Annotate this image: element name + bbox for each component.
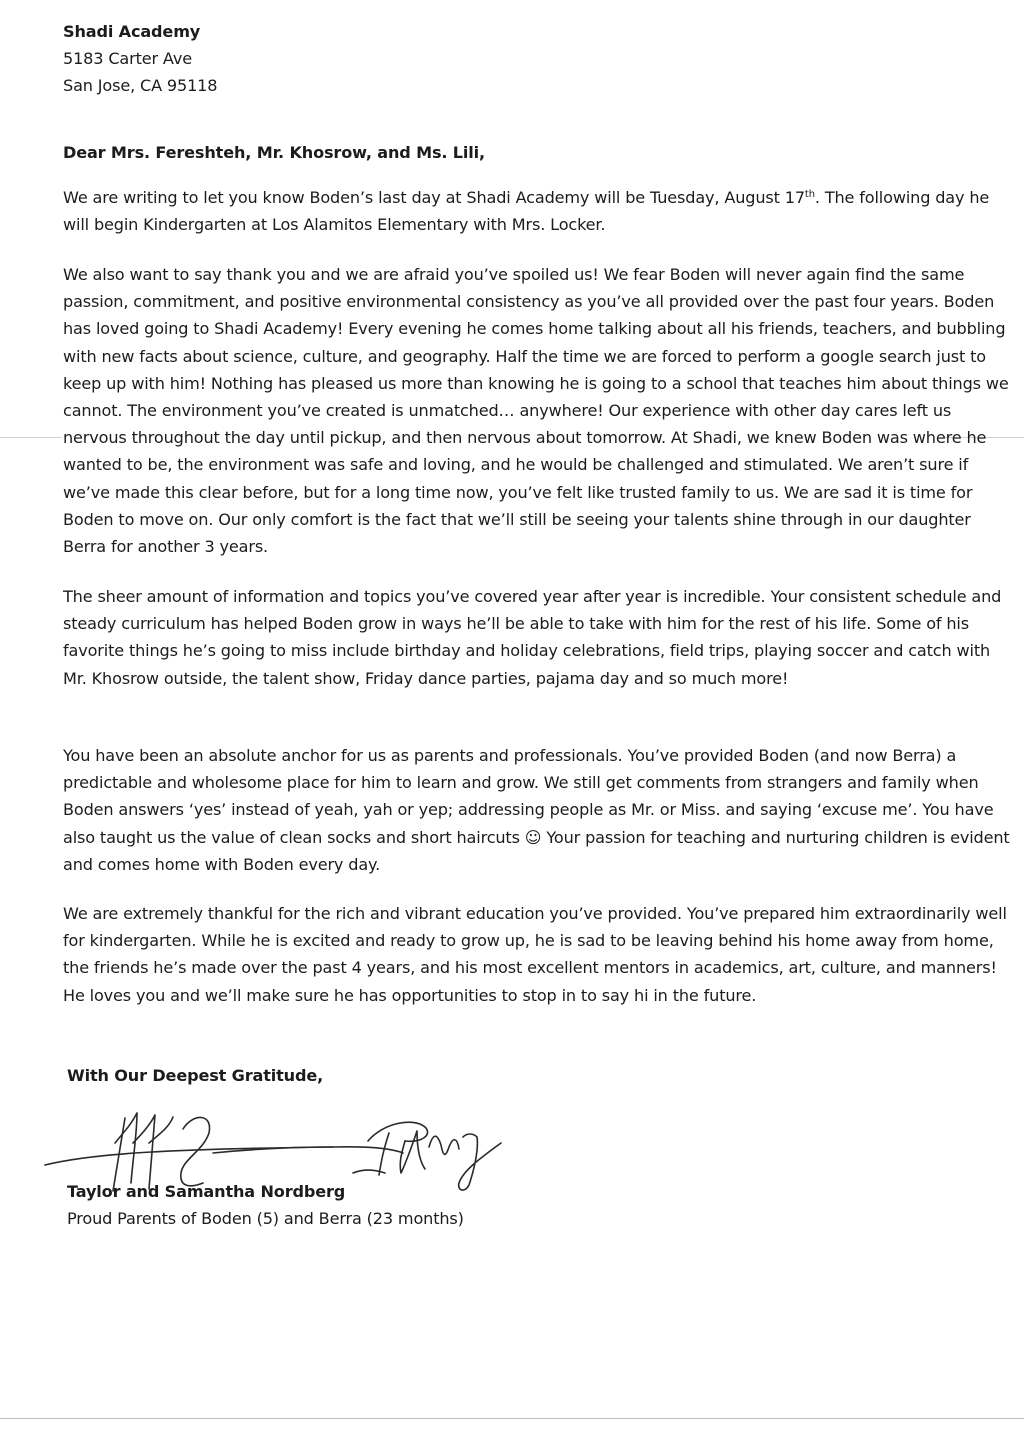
closing-line: With Our Deepest Gratitude, — [67, 1066, 324, 1085]
school-name: Shadi Academy — [63, 22, 201, 41]
paragraph-1-text-a: We are writing to let you know Boden’s last day at Shadi Academy will be Tuesday, August 17 — [63, 188, 805, 207]
signer-names: Taylor and Samantha Nordberg — [67, 1182, 346, 1201]
scan-artifact-line — [0, 437, 62, 438]
recipient-address — [63, 18, 1011, 100]
paragraph-1 — [63, 184, 1011, 238]
letter-body — [63, 18, 1011, 1229]
ordinal-suffix: th — [804, 189, 815, 200]
paragraph-5: We are extremely thankful for the rich and vibrant education you’ve provided. You’ve prepared him extraordinarily well for kindergarten. While he is excited and ready to grow up, he is sad to be leaving behind his home away from home, the friends he’s made over the past 4 years, and his most excellent mentors in academics, art, culture, and manners! He loves you and we’ll make sure he has opportunities to stop in to say hi in the future. — [63, 904, 1007, 1005]
signer-title: Proud Parents of Boden (5) and Berra (23 months) — [67, 1209, 464, 1229]
signer-block — [67, 1178, 464, 1232]
paragraph-3: The sheer amount of information and topics you’ve covered year after year is incredible. Your consistent schedule and steady curriculum has helped Boden grow in ways he’ll be able to take with him for the rest of his life. Some of his favorite things he’s going to miss include birthday and holiday celebrations, field trips, playing soccer and catch with Mr. Khosrow outside, the talent show, Friday dance parties, pajama day and so much more! — [63, 587, 1002, 688]
city-state-zip: San Jose, CA 95118 — [63, 76, 218, 96]
scan-artifact-line — [0, 1418, 1024, 1419]
paragraph-4: You have been an absolute anchor for us as parents and professionals. You’ve provided Boden (and now Berra) a predictable and wholesome place for him to learn and grow. We still get comments from strangers and family when Boden answers ‘yes’ instead of yeah, yah or yep; addressing people as Mr. or Miss. and saying ‘excuse me’. You have also taught us the value of clean socks and short haircuts ☺ Your passion for teaching and nurturing children is evident and comes home with Boden every day. — [63, 746, 1010, 874]
paragraph-1-text-b: . The following day he will begin Kindergarten at Los Alamitos Elementary with Mrs. Locker. — [63, 188, 990, 235]
salutation: Dear Mrs. Fereshteh, Mr. Khosrow, and Ms. Lili, — [63, 143, 485, 162]
street-address: 5183 Carter Ave — [63, 49, 192, 69]
paragraph-2: We also want to say thank you and we are afraid you’ve spoiled us! We fear Boden will never again find the same passion, commitment, and positive environmental consistency as you’ve all provided over the past four years. Boden has loved going to Shadi Academy! Every evening he comes home talking about all his friends, teachers, and bubbling with new facts about science, culture, and geography. Half the time we are forced to perform a google search just to keep up with him! Nothing has pleased us more than knowing he is going to a school that teaches him about things we cannot. The environment you’ve created is unmatched… anywhere! Our experience with other day cares left us nervous throughout the day until pickup, and then nervous about tomorrow. At Shadi, we knew Boden was where he wanted to be, the environment was safe and loving, and he would be challenged and stimulated. We aren’t sure if we’ve made this clear before, but for a long time now, you’ve felt like trusted family to us. We are sad it is time for Boden to move on. Our only comfort is the fact that we’ll still be seeing your talents shine through in our daughter Berra for another 3 years. — [63, 265, 1009, 557]
